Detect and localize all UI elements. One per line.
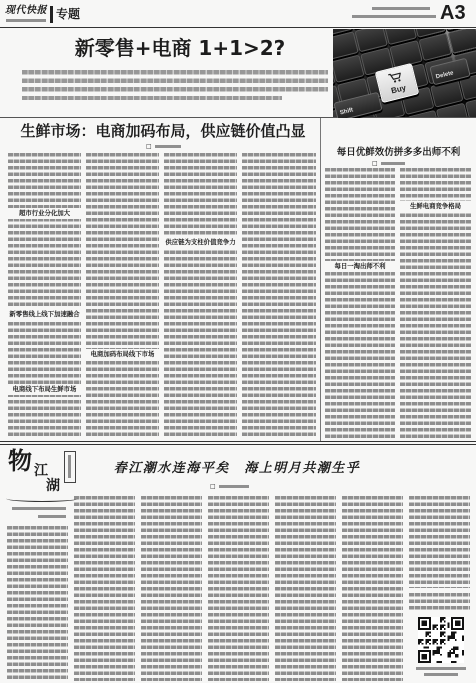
column-logo-swash [6, 495, 78, 502]
shift-key-label: Shift [339, 107, 354, 117]
bottom-article-title: 春江潮水连海平矣 海上明月共潮生乎 [113, 461, 361, 476]
qr-code [418, 617, 464, 663]
body-column [242, 153, 316, 438]
masthead: 现代快报 [5, 5, 47, 16]
left-article [0, 118, 320, 441]
column-logo-glyph: 江 [34, 463, 48, 479]
section-name: 专题 [56, 7, 81, 21]
right-article-byline [372, 160, 406, 167]
section-tag [50, 5, 90, 24]
masthead-subline [6, 19, 46, 22]
paragraph-end-gap [282, 95, 328, 101]
buy-key-label: Buy [390, 83, 407, 96]
subhead: 电商线下布局生鲜市场 [8, 384, 81, 395]
epigraph-attribution [38, 515, 66, 518]
qr-caption-line [416, 667, 466, 670]
shopping-cart-icon [388, 71, 404, 85]
left-article-byline [146, 143, 182, 150]
right-article-title: 每日优鲜效仿拼多多出师不利 [336, 147, 461, 158]
bottom-section-rule [0, 441, 476, 445]
section-tag-bar [50, 6, 53, 23]
column-logo-glyph: 物 [8, 446, 32, 475]
column-logo-glyph: 湖 [46, 478, 60, 494]
subhead: 超市行业分化加大 [8, 208, 81, 219]
subhead: 供应链为支柱价值竞争力 [165, 238, 236, 246]
byline-name [381, 162, 405, 165]
byline-mark: □ [146, 143, 152, 150]
subhead: 每日一淘出师不利 [325, 261, 395, 272]
date-line [372, 7, 430, 10]
epigraph-line [12, 507, 66, 510]
submission-notice [409, 593, 470, 612]
body-column [141, 496, 202, 681]
feature-title: 新零售+电商 1+1>2? [74, 36, 286, 60]
byline-name [219, 485, 249, 488]
byline-name [155, 145, 181, 148]
feature-intro-text [22, 70, 328, 101]
editor-credits-line [352, 15, 436, 18]
body-column [74, 496, 135, 681]
body-column [325, 168, 395, 438]
body-column [164, 153, 237, 438]
cart-body [388, 72, 401, 80]
cart-wheel [394, 80, 397, 83]
left-article-title: 生鲜市场：电商加码布局，供应链价值凸显 [20, 122, 306, 140]
page-number: A3 [440, 2, 466, 24]
keyboard-photo [333, 29, 476, 118]
body-column [275, 496, 336, 681]
seal-text [68, 455, 71, 478]
body-column [409, 496, 470, 588]
body-column [342, 496, 403, 681]
bottom-article-byline [210, 483, 250, 490]
byline-mark: □ [372, 160, 378, 167]
body-column [208, 496, 269, 681]
column-logo [4, 447, 80, 503]
subhead: 新零售线上线下加速融合 [9, 310, 80, 318]
body-column [8, 153, 81, 438]
subhead: 电商加码布局线下市场 [86, 349, 159, 360]
body-column [7, 526, 68, 681]
column-logo-seal [64, 451, 76, 483]
byline-mark: □ [210, 483, 216, 490]
body-column [400, 168, 471, 438]
delete-key-label: Delete [435, 70, 455, 81]
qr-caption-line [424, 673, 458, 676]
header-rule [0, 27, 476, 28]
subhead: 生鲜电商竞争格局 [400, 201, 471, 212]
right-article [321, 118, 476, 441]
body-column [86, 153, 159, 438]
cart-wheel [398, 79, 401, 82]
